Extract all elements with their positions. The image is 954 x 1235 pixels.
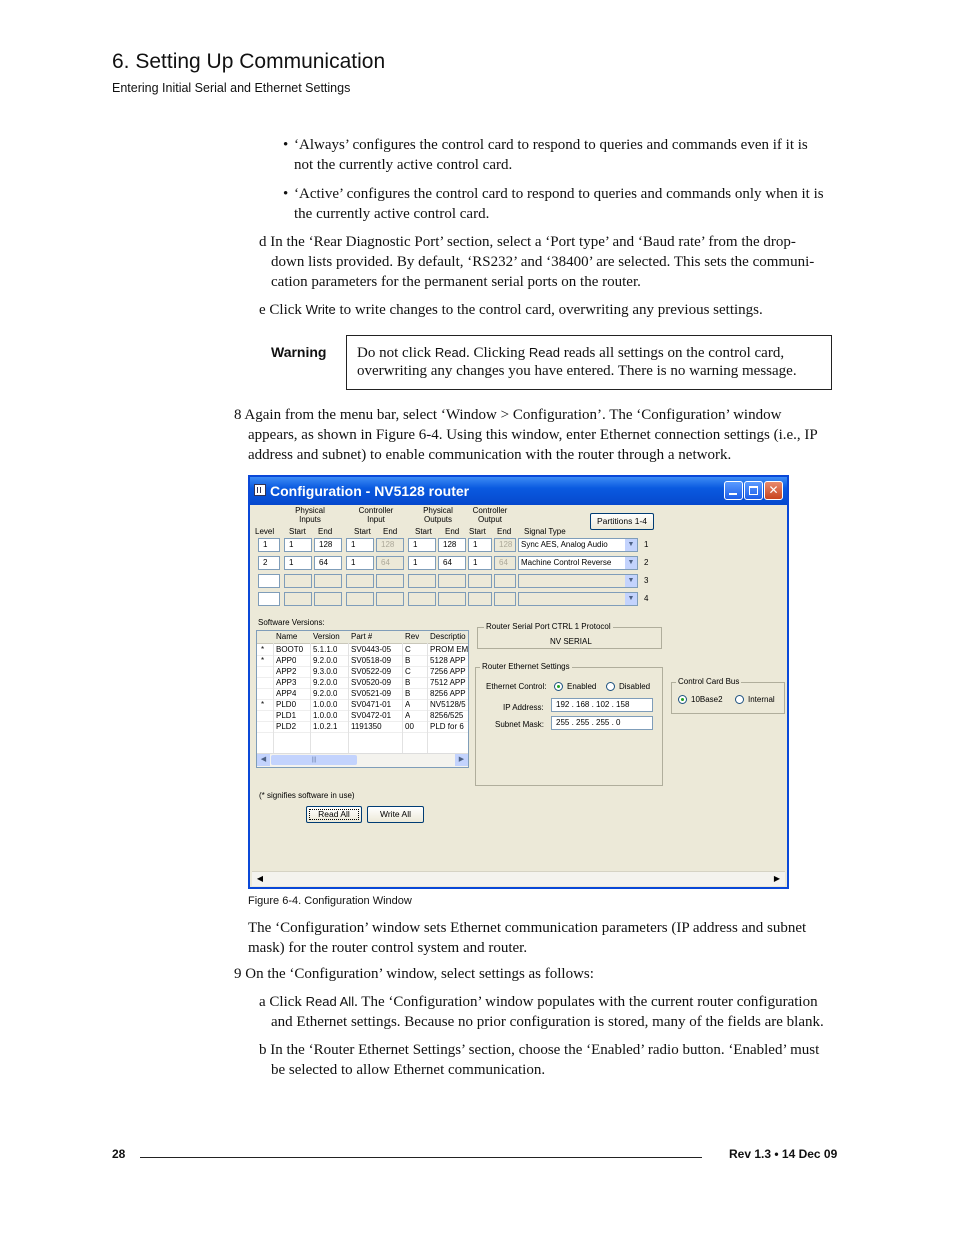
ctrl-in-end-field: 128 (376, 538, 404, 552)
table-row[interactable]: PLD1 1.0.0.0 SV0472-01 A 8256/525 (257, 710, 468, 722)
page-subtitle: Entering Initial Serial and Ethernet Settings (112, 81, 351, 95)
control-card-bus-group (671, 677, 785, 714)
row-number: 1 (644, 540, 649, 549)
serial-port-group (477, 622, 662, 649)
column-header[interactable]: Part # (351, 632, 373, 641)
step-d-line3: cation parameters for the permanent serial ports on the router. (271, 274, 641, 290)
table-header (257, 631, 468, 644)
configuration-window (248, 475, 789, 889)
chevron-down-icon[interactable]: ▼ (625, 539, 637, 551)
step9: 9 On the ‘Configuration’ window, select settings as follows: (234, 966, 594, 982)
header-physical-outputs: Physical Outputs (423, 506, 453, 524)
ctrl-in-end-field (376, 574, 404, 588)
level-field[interactable]: 1 (258, 538, 280, 552)
ctrl-in-start-field (346, 574, 374, 588)
scroll-left-icon[interactable]: ◀ (256, 874, 264, 883)
header-controller-output: Controller Output (472, 506, 508, 524)
ctrl-in-end-field (376, 592, 404, 606)
phys-out-start-field[interactable]: 1 (408, 538, 436, 552)
level-field[interactable] (258, 574, 280, 588)
after-figure-line1: The ‘Configuration’ window sets Ethernet communication parameters (IP address and subnet (248, 920, 807, 936)
ctrl-out-end-field (494, 592, 516, 606)
column-header[interactable]: Descriptio (430, 632, 466, 641)
bullet-always-line1: ‘Always’ configures the control card to respond to queries and commands even if it is (294, 137, 808, 153)
phys-out-end-field (438, 574, 466, 588)
step8-line1: 8 Again from the menu bar, select ‘Window > Configuration’. The ‘Configuration’ window (234, 407, 782, 423)
window-title: Configuration - NV5128 router (270, 483, 470, 499)
ctrl-in-start-field (346, 592, 374, 606)
ip-address-label: IP Address: (503, 703, 544, 712)
ctrl-in-start-field[interactable]: 1 (346, 538, 374, 552)
phys-in-end-field[interactable]: 64 (314, 556, 342, 570)
table-row[interactable]: * PLD0 1.0.0.0 SV0471-01 A NV5128/5 (257, 699, 468, 711)
table-row[interactable]: APP4 9.2.0.0 SV0521-09 B 8256 APP (257, 688, 468, 700)
software-versions-table[interactable] (256, 630, 469, 768)
row-number: 3 (644, 576, 649, 585)
scroll-right-icon[interactable]: ▶ (455, 754, 468, 766)
header-start: Start (469, 527, 486, 536)
software-note: (* signifies software in use) (259, 791, 355, 800)
warning-box (346, 335, 832, 390)
ctrl-in-end-field: 64 (376, 556, 404, 570)
ethernet-control-label: Ethernet Control: (486, 682, 547, 691)
row-number: 4 (644, 594, 649, 603)
warning-line1: Do not click Read. Clicking Read reads all settings on the control card, (357, 345, 785, 361)
software-versions-label: Software Versions: (258, 618, 325, 627)
column-header[interactable]: Name (276, 632, 298, 641)
table-row[interactable]: * BOOT0 5.1.1.0 SV0443-05 C PROM EM (257, 644, 468, 656)
subnet-mask-field[interactable]: 255 . 255 . 255 . 0 (551, 716, 653, 730)
step-a-line2: and Ethernet settings. Because no prior configuration is stored, many of the fields are blank. (271, 1014, 824, 1030)
phys-in-start-field[interactable]: 1 (284, 556, 312, 570)
table-row[interactable]: APP2 9.3.0.0 SV0522-09 C 7256 APP (257, 666, 468, 678)
level-field[interactable] (258, 592, 280, 606)
table-row[interactable]: PLD2 1.0.2.1 1191350 00 PLD for 6 (257, 721, 468, 733)
step-d-line2: down lists provided. By default, ‘RS232’ and ‘38400’ are selected. This sets the communi- (271, 254, 815, 270)
write-ui-term: Write (305, 302, 336, 317)
phys-out-start-field[interactable]: 1 (408, 556, 436, 570)
ctrl-out-end-field (494, 574, 516, 588)
step-b-line1: b In the ‘Router Ethernet Settings’ section, choose the ‘Enabled’ radio button. ‘Enabled’ must (259, 1042, 820, 1058)
internal-radio[interactable] (735, 695, 744, 704)
table-horizontal-scrollbar[interactable] (257, 753, 468, 767)
phys-in-end-field (314, 592, 342, 606)
phys-in-start-field (284, 574, 312, 588)
phys-in-end-field[interactable]: 128 (314, 538, 342, 552)
step8-line3: address and subnet) to enable communication with the router through a network. (248, 447, 732, 463)
ethernet-settings-group (475, 662, 663, 786)
figure-caption: Figure 6-4. Configuration Window (248, 895, 412, 907)
phys-out-end-field[interactable]: 128 (438, 538, 466, 552)
window-titlebar[interactable] (250, 477, 787, 505)
phys-out-start-field (408, 574, 436, 588)
after-figure-line2: mask) for the router control system and router. (248, 940, 528, 956)
write-all-button[interactable]: Write All (367, 806, 424, 823)
10base2-radio[interactable] (678, 695, 687, 704)
phys-out-start-field (408, 592, 436, 606)
disabled-radio[interactable] (606, 682, 615, 691)
warning-label: Warning (271, 344, 327, 360)
read-all-ui-term: Read All (305, 994, 355, 1009)
page-title: 6. Setting Up Communication (112, 50, 386, 73)
partitions-button[interactable]: Partitions 1-4 (590, 513, 654, 530)
ip-address-field[interactable]: 192 . 168 . 102 . 158 (551, 698, 653, 712)
maximize-icon[interactable] (744, 481, 763, 500)
header-controller-input: Controller Input (358, 506, 394, 524)
phys-in-start-field[interactable]: 1 (284, 538, 312, 552)
enabled-label[interactable]: Enabled (567, 682, 597, 691)
column-header[interactable]: Version (313, 632, 340, 641)
phys-in-start-field (284, 592, 312, 606)
10base2-label[interactable]: 10Base2 (691, 695, 723, 704)
ctrl-out-start-field[interactable]: 1 (468, 556, 492, 570)
scrollbar-thumb[interactable]: ||| (271, 755, 357, 765)
signal-type-select[interactable]: Machine Control Reverse ▼ (518, 556, 638, 570)
bullet-active-line1: ‘Active’ configures the control card to respond to queries and commands only when it is (294, 186, 824, 202)
phys-in-end-field (314, 574, 342, 588)
bullet-marker: • (283, 186, 289, 202)
serial-protocol-value: NV SERIAL (550, 637, 592, 646)
control-card-bus-title: Control Card Bus (678, 677, 740, 686)
header-start: Start (289, 527, 306, 536)
close-icon[interactable]: ✕ (764, 481, 783, 500)
ctrl-out-start-field (468, 574, 492, 588)
step-b-line2: be selected to allow Ethernet communication. (271, 1062, 546, 1078)
signal-type-select[interactable]: Sync AES, Analog Audio ▼ (518, 538, 638, 552)
phys-out-end-field (438, 592, 466, 606)
header-end: End (383, 527, 398, 536)
enabled-radio[interactable] (554, 682, 563, 691)
header-end: End (318, 527, 333, 536)
ctrl-in-start-field[interactable]: 1 (346, 556, 374, 570)
chevron-down-icon: ▼ (625, 593, 637, 605)
read-all-button[interactable]: Read All (306, 806, 362, 823)
step-e: e Click Write to write changes to the control card, overwriting any previous settings. (259, 302, 763, 318)
chevron-down-icon: ▼ (625, 575, 637, 587)
table-row[interactable]: APP3 9.2.0.0 SV0520-09 B 7512 APP (257, 677, 468, 689)
level-field[interactable]: 2 (258, 556, 280, 570)
bullet-marker: • (283, 137, 289, 153)
header-level: Level (255, 527, 275, 536)
ctrl-out-start-field[interactable]: 1 (468, 538, 492, 552)
header-signal-type: Signal Type (524, 527, 566, 536)
header-physical-inputs: Physical Inputs (295, 506, 325, 524)
revision-info: Rev 1.3 • 14 Dec 09 (729, 1147, 838, 1161)
header-start: Start (354, 527, 371, 536)
row-number: 2 (644, 558, 649, 567)
header-end: End (497, 527, 512, 536)
ethernet-settings-title: Router Ethernet Settings (482, 662, 570, 671)
page-number: 28 (112, 1147, 126, 1161)
phys-out-end-field[interactable]: 64 (438, 556, 466, 570)
subnet-mask-label: Subnet Mask: (495, 720, 544, 729)
signal-type-select (518, 592, 638, 606)
minimize-icon[interactable] (724, 481, 743, 500)
warning-line2: overwriting any changes you have entered. There is no warning message. (357, 363, 797, 379)
ctrl-out-start-field (468, 592, 492, 606)
scroll-right-icon[interactable]: ▶ (773, 874, 781, 883)
disabled-label[interactable]: Disabled (619, 682, 651, 691)
header-end: End (445, 527, 460, 536)
header-start: Start (415, 527, 432, 536)
ctrl-out-end-field: 128 (494, 538, 516, 552)
table-row[interactable]: * APP0 9.2.0.0 SV0518-09 B 5128 APP (257, 655, 468, 667)
step-a-line1: a Click Read All. The ‘Configuration’ window populates with the current router configuration (259, 994, 818, 1010)
bullet-always-line2: not the currently active control card. (294, 157, 513, 173)
column-header[interactable]: Rev (405, 632, 420, 641)
step8-line2: appears, as shown in Figure 6-4. Using this window, enter Ethernet connection settings (i.e., IP (248, 427, 818, 443)
serial-port-group-title: Router Serial Port CTRL 1 Protocol (486, 622, 611, 631)
bullet-active-line2: the currently active control card. (294, 206, 490, 222)
ctrl-out-end-field: 64 (494, 556, 516, 570)
scroll-left-icon[interactable]: ◀ (257, 754, 270, 766)
internal-label[interactable]: Internal (748, 695, 775, 704)
window-horizontal-scrollbar[interactable] (252, 871, 785, 886)
footer-rule (140, 1157, 702, 1158)
signal-type-select (518, 574, 638, 588)
chevron-down-icon[interactable]: ▼ (625, 557, 637, 569)
step-d-line1: d In the ‘Rear Diagnostic Port’ section, select a ‘Port type’ and ‘Baud rate’ from the drop- (259, 234, 796, 250)
app-icon (254, 484, 266, 496)
